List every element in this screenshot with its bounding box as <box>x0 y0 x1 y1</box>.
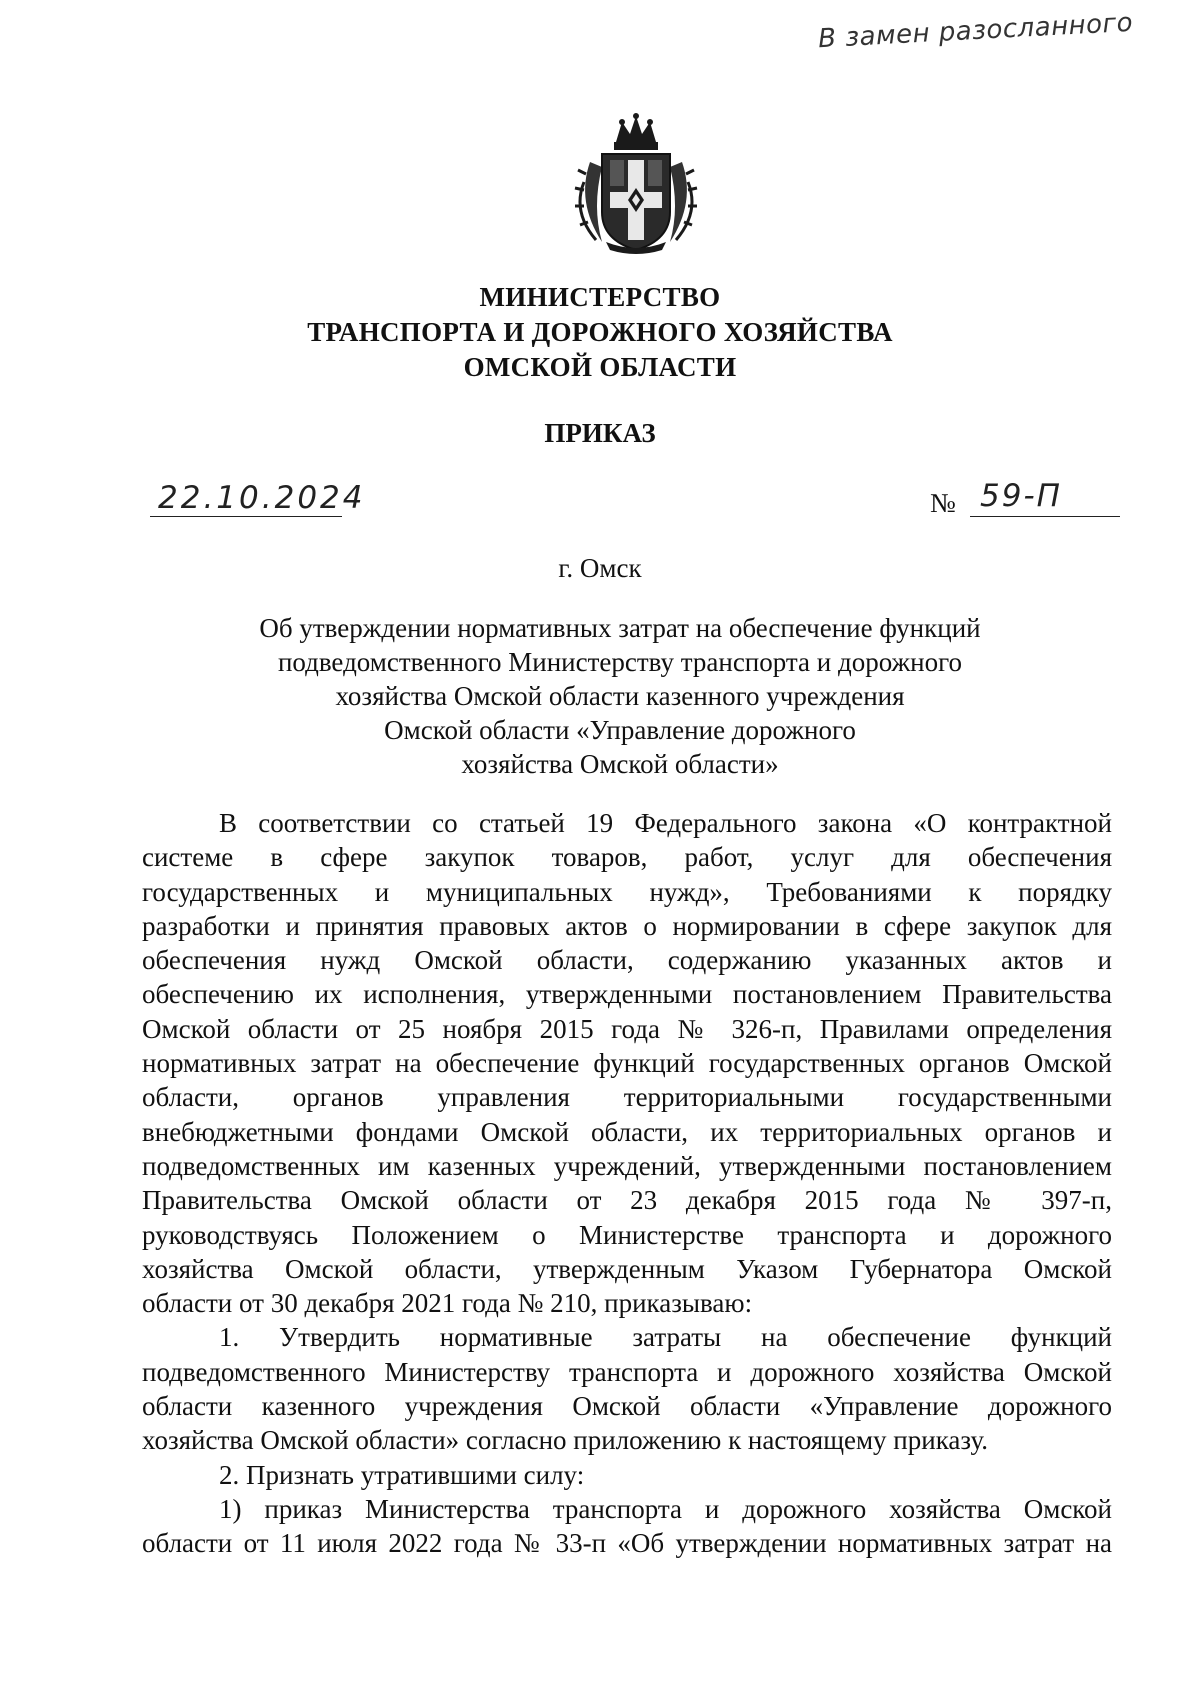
number-label: № <box>930 488 956 518</box>
body-line: области от 30 декабря 2021 года № 210, приказываю: <box>142 1288 753 1319</box>
body-line: Омской области от 25 ноября 2015 года № 326-п, Правилами определения <box>142 1013 1112 1044</box>
document-title <box>150 611 1090 781</box>
body-line: внебюджетными фондами Омской области, их территориальных органов и <box>142 1116 1112 1147</box>
body-line: хозяйства Омской области» согласно приложению к настоящему приказу. <box>142 1425 989 1456</box>
title-line: Об утверждении нормативных затрат на обеспечение функций <box>259 613 981 643</box>
ministry-title-line-1: МИНИСТЕРСТВО <box>479 282 721 312</box>
body-line: В соответствии со статьей 19 Федерального закона «О контрактной <box>219 808 1112 838</box>
ministry-title-line-2: ТРАНСПОРТА И ДОРОЖНОГО ХОЗЯЙСТВА <box>307 317 893 347</box>
handwritten-note: В замен разосланного <box>817 7 1134 55</box>
title-line: хозяйства Омской области казенного учреждения <box>335 681 905 711</box>
ministry-title-line-3: ОМСКОЙ ОБЛАСТИ <box>463 352 737 382</box>
body-line: подведомственных им казенных учреждений, утвержденными постановлением <box>142 1150 1112 1181</box>
body-line: области от 11 июля 2022 года № 33-п «Об утверждении нормативных затрат на <box>142 1528 1112 1559</box>
title-line: Омской области «Управление дорожного <box>384 715 856 745</box>
body-line: обеспечения нужд Омской области, содержанию указанных актов и <box>142 945 1112 976</box>
number-underline <box>970 516 1120 517</box>
body-line: подведомственного Министерству транспорта и дорожного хозяйства Омской <box>142 1356 1112 1387</box>
body-line: нормативных затрат на обеспечение функций государственных органов Омской <box>142 1048 1112 1079</box>
document-body <box>142 806 1112 1561</box>
title-line: подведомственного Министерству транспорта и дорожного <box>277 647 963 677</box>
body-line: системе в сфере закупок товаров, работ, услуг для обеспечения <box>142 842 1112 873</box>
body-line: руководствуясь Положением о Министерстве транспорта и дорожного <box>142 1219 1112 1250</box>
body-line: Правительства Омской области от 23 декабря 2015 года № 397-п, <box>142 1185 1112 1216</box>
body-line: области, органов управления территориальными государственными <box>142 1082 1112 1113</box>
body-line: разработки и принятия правовых актов о нормировании в сфере закупок для <box>142 910 1112 941</box>
coat-of-arms-icon <box>572 112 700 254</box>
city: г. Омск <box>558 553 642 583</box>
body-line: государственных и муниципальных нужд», Требованиями к порядку <box>142 876 1112 907</box>
document-number: 59-П <box>980 478 1062 514</box>
body-line: 1. Утвердить нормативные затраты на обеспечение функций <box>219 1322 1112 1353</box>
document-date: 22.10.2024 <box>158 480 366 516</box>
body-line: обеспечению их исполнения, утвержденными постановлением Правительства <box>142 979 1112 1010</box>
body-line: 1) приказ Министерства транспорта и дорожного хозяйства Омской <box>219 1493 1112 1524</box>
document-type: ПРИКАЗ <box>544 418 656 448</box>
title-line: хозяйства Омской области» <box>461 749 779 779</box>
body-line: хозяйства Омской области, утвержденным Указом Губернатора Омской <box>142 1253 1112 1284</box>
body-line: области казенного учреждения Омской области «Управление дорожного <box>142 1391 1112 1422</box>
body-line: 2. Признать утратившими силу: <box>219 1459 585 1490</box>
date-underline <box>150 516 342 517</box>
